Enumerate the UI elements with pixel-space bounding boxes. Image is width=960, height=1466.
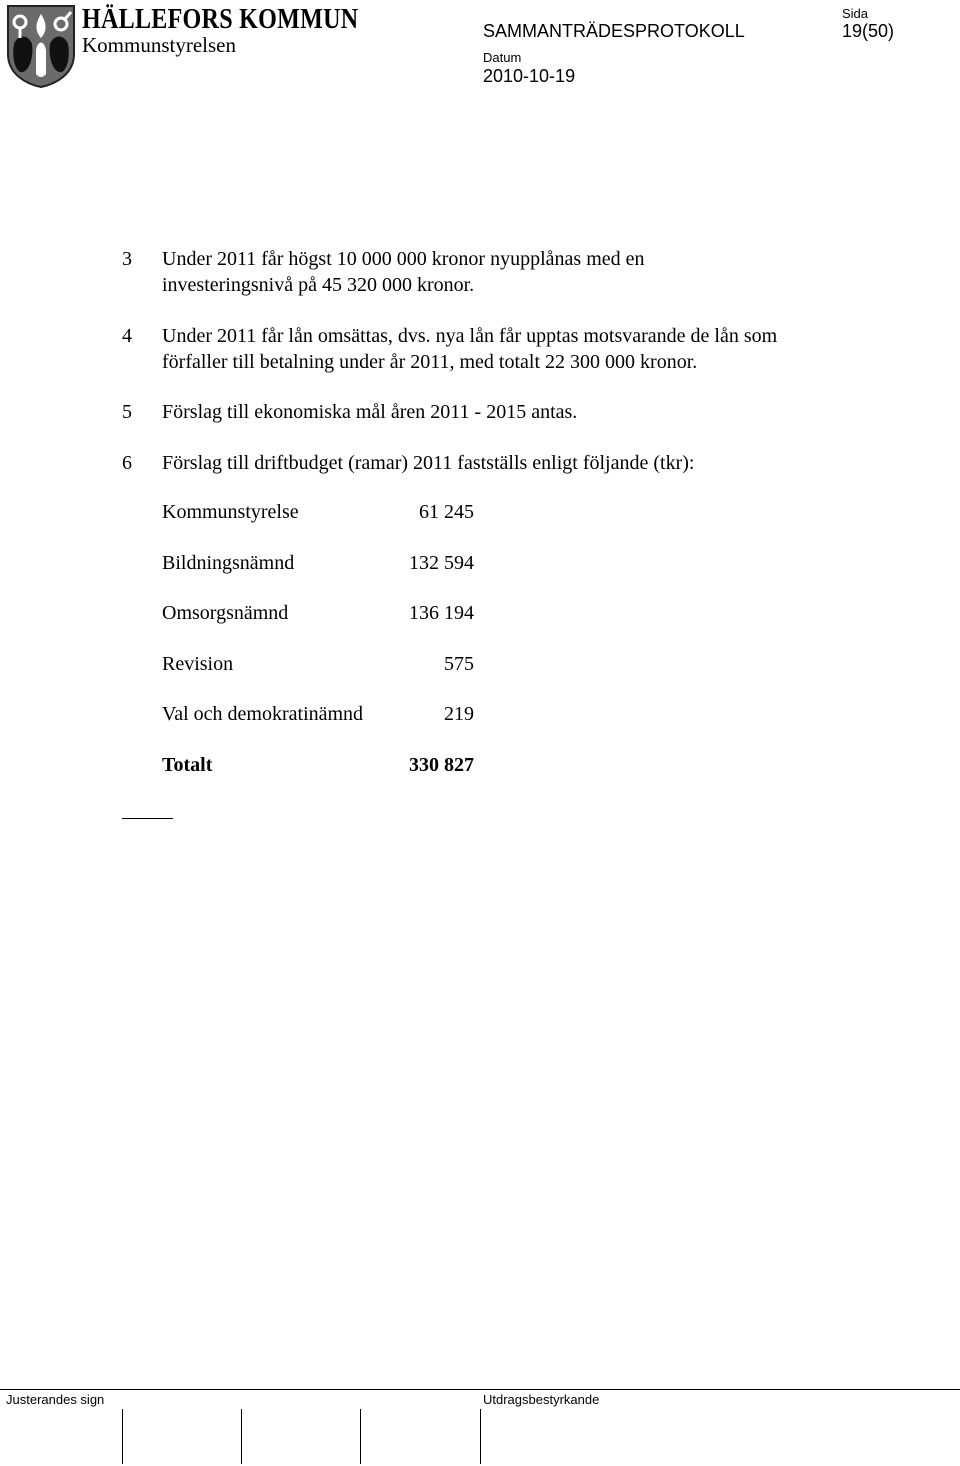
budget-row: [162, 653, 474, 679]
page-label: Sida: [842, 6, 869, 21]
decision-item: [122, 324, 822, 375]
budget-value: 219: [444, 703, 474, 725]
item-text: Förslag till driftbudget (ramar) 2011 fastställs enligt följande (tkr):: [162, 452, 695, 474]
utdragsbestyrkande-label: Utdragsbestyrkande: [483, 1392, 600, 1407]
budget-label: Bildningsnämnd: [162, 552, 295, 574]
footer-rule: [0, 1389, 960, 1390]
org-name: HÄLLEFORS KOMMUN: [82, 4, 359, 35]
signature-divider: [480, 1409, 481, 1464]
budget-row: [162, 703, 474, 729]
budget-label: Omsorgsnämnd: [162, 602, 289, 624]
budget-row: [162, 501, 474, 527]
municipal-coat-of-arms-logo: [6, 4, 76, 88]
budget-label: Revision: [162, 653, 234, 675]
org-subtitle: Kommunstyrelsen: [82, 33, 236, 57]
page-number: 19(50): [842, 21, 895, 41]
justerandes-sign-label: Justerandes sign: [6, 1392, 105, 1407]
footnote-separator: [122, 818, 173, 819]
budget-value: 136 194: [409, 602, 474, 624]
budget-total-row: [162, 754, 474, 780]
item-text: Under 2011 får lån omsättas, dvs. nya lån får upptas motsvarande de lån som förfaller till betalning under år 2011, med totalt 22 300 000 kronor.: [162, 325, 778, 373]
item-text: Förslag till ekonomiska mål åren 2011 - 2015 antas.: [162, 401, 578, 423]
budget-total-label: Totalt: [162, 754, 213, 776]
signature-divider: [241, 1409, 242, 1464]
signature-divider: [360, 1409, 361, 1464]
item-text: Under 2011 får högst 10 000 000 kronor nyupplånas med en investeringsnivå på 45 320 000 kronor.: [162, 248, 645, 296]
date-value: 2010-10-19: [483, 66, 576, 86]
budget-row: [162, 552, 474, 578]
item-number: 6: [122, 452, 132, 474]
date-label: Datum: [483, 50, 522, 65]
decision-item: [122, 247, 822, 298]
budget-value: 132 594: [409, 552, 474, 574]
budget-value: 575: [444, 653, 474, 675]
budget-value: 61 245: [419, 501, 474, 523]
item-number: 3: [122, 248, 132, 270]
budget-label: Kommunstyrelse: [162, 501, 299, 523]
document-type: SAMMANTRÄDESPROTOKOLL: [483, 21, 745, 41]
item-number: 5: [122, 401, 132, 423]
budget-total-value: 330 827: [409, 754, 474, 776]
item-number: 4: [122, 325, 132, 347]
budget-row: [162, 602, 474, 628]
decision-item: [122, 400, 822, 426]
decision-item: [122, 451, 822, 477]
budget-label: Val och demokratinämnd: [162, 703, 364, 725]
signature-divider: [122, 1409, 123, 1464]
